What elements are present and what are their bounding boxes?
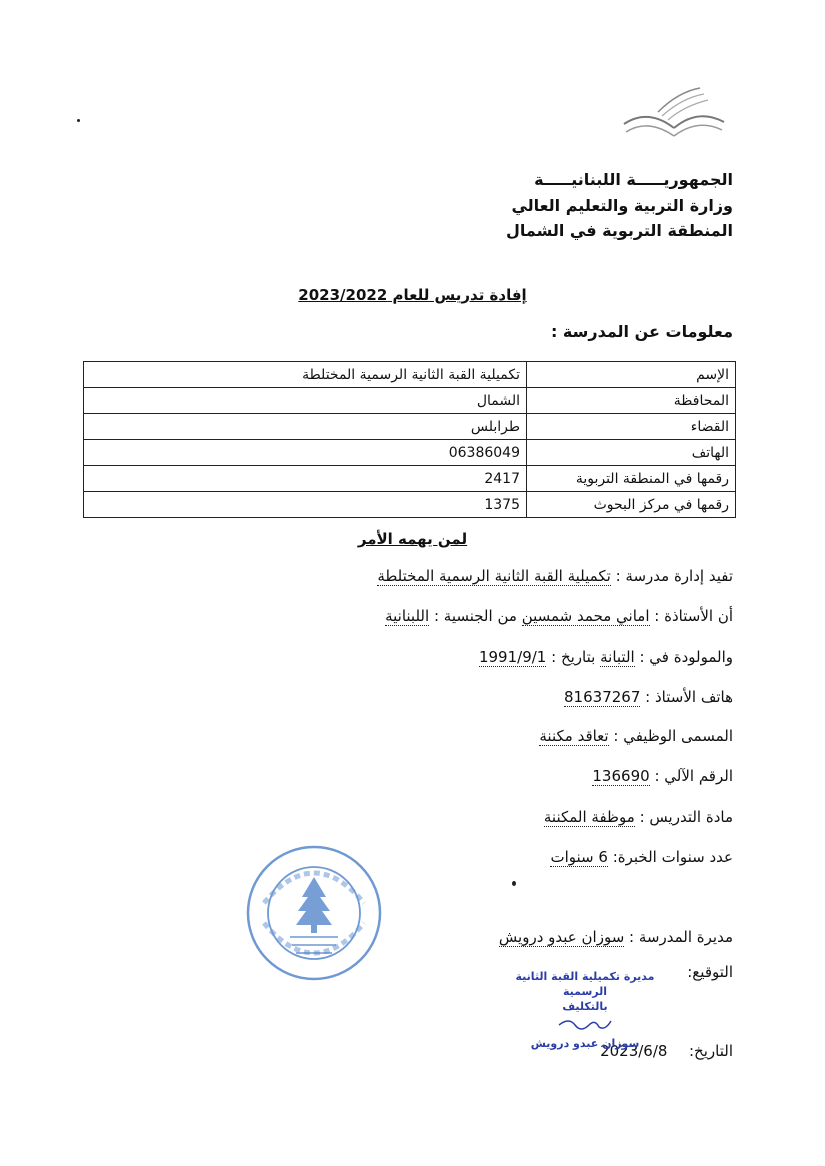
birth-line [479, 648, 733, 666]
line-label: مادة التدريس : [639, 808, 733, 826]
table-row [84, 440, 736, 466]
date-label: التاريخ: [689, 1042, 733, 1060]
stamp-line-name: سوزان عبدو درويش [530, 1037, 640, 1051]
experience-value: 6 سنوات [550, 848, 608, 866]
line-label: المسمى الوظيفي : [613, 727, 733, 745]
row-label: القضاء [527, 414, 736, 440]
row-value: 2417 [84, 466, 527, 492]
row-value: تكميلية القبة الثانية الرسمية المختلطة [84, 362, 527, 388]
handwritten-signature-icon [555, 1015, 615, 1033]
row-label: رقمها في المنطقة التربوية [527, 466, 736, 492]
birth-date-value: 1991/9/1 [478, 648, 547, 666]
line-label: مديرة المدرسة : [629, 928, 733, 946]
school-seal-icon [244, 843, 384, 983]
signature-stamp [505, 970, 665, 1052]
teacher-line [385, 607, 733, 625]
table-row [84, 492, 736, 518]
director-name-value: سوزان عبدو درويش [498, 928, 625, 946]
row-value: الشمال [84, 388, 527, 414]
scan-speck [512, 881, 516, 886]
signature-label: التوقيع: [687, 963, 733, 981]
nationality-value: اللبنانية [385, 607, 430, 625]
table-row [84, 466, 736, 492]
line-label: بتاريخ : [551, 648, 596, 666]
line-label: عدد سنوات الخبرة: [612, 848, 733, 866]
school-info-heading: معلومات عن المدرسة : [550, 322, 733, 341]
job-title-value: تعاقد مكننة [539, 727, 609, 745]
line-label: أن الأستاذة : [654, 607, 733, 625]
row-label: رقمها في مركز البحوث [527, 492, 736, 518]
teacher-phone-value: 81637267 [564, 688, 641, 706]
to-whom-heading [0, 530, 825, 548]
auto-number-line [592, 767, 733, 785]
school-name-value: تكميلية القبة الثانية الرسمية المختلطة [377, 567, 611, 585]
row-label: الهاتف [527, 440, 736, 466]
line-label: تفيد إدارة مدرسة : [615, 567, 733, 585]
job-title-line [539, 727, 733, 745]
table-row [84, 362, 736, 388]
header-region: المنطقة التربوية في الشمال [505, 221, 733, 240]
line-label: والمولودة في : [639, 648, 733, 666]
experience-line [550, 848, 733, 866]
stamp-line-title: مديرة تكميلية القبة الثانية الرسمية [515, 970, 655, 998]
table-row [84, 414, 736, 440]
document-title: إفادة تدريس للعام 2023/2022 [298, 286, 527, 304]
phone-line [564, 688, 733, 706]
line-label: هاتف الأستاذ : [645, 688, 733, 706]
table-row [84, 388, 736, 414]
line-label: من الجنسية : [433, 607, 517, 625]
auto-number-value: 136690 [592, 767, 650, 785]
director-line [499, 928, 733, 946]
ministry-logo-icon [618, 86, 728, 146]
school-info-table [83, 361, 736, 518]
subject-line [544, 808, 733, 826]
teacher-name-value: اماني محمد شمسين [521, 607, 650, 625]
row-value: 06386049 [84, 440, 527, 466]
birth-place-value: التبانة [600, 648, 635, 666]
to-whom-text: لمن يهمه الأمر [357, 530, 468, 548]
row-label: الإسم [527, 362, 736, 388]
line-label: الرقم الآلي : [654, 767, 733, 785]
signature-line [687, 963, 733, 981]
row-value: طرابلس [84, 414, 527, 440]
stamp-line-assignment: بالتكليف [562, 999, 608, 1013]
school-administration-line [377, 567, 733, 585]
date-value: 2023/6/8 [600, 1042, 668, 1060]
header-republic: الجمهوريـــــة اللبنانيـــــة [534, 170, 733, 189]
row-label: المحافظة [527, 388, 736, 414]
header-ministry: وزارة التربية والتعليم العالي [511, 196, 733, 215]
scan-speck [77, 119, 80, 122]
subject-value: موظفة المكننة [543, 808, 635, 826]
row-value: 1375 [84, 492, 527, 518]
